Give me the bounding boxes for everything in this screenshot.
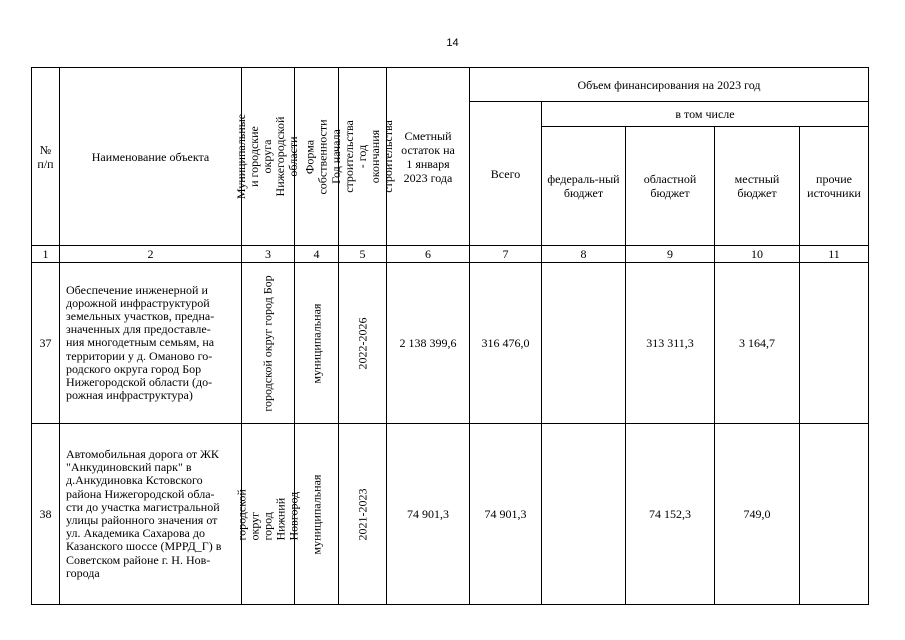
header-financing-title: Объем финансирования на 2023 год [577,77,761,92]
column-number-8: 8 [580,247,587,261]
financing-total: 316 476,0 [481,336,530,350]
district: городской округ город Бор [260,274,275,412]
header-local: местный бюджет [734,172,780,200]
column-number-11: 11 [828,247,840,261]
column-number-2: 2 [147,247,154,261]
header-total: Всего [490,166,521,181]
column-number-9: 9 [667,247,673,261]
local-budget: 749,0 [743,507,771,521]
page-number: 14 [446,37,459,49]
header-regional: областной бюджет [643,172,697,200]
construction-years: 2022-2026 [355,317,369,369]
estimated-remainder: 74 901,3 [407,507,449,521]
other-sources [800,263,868,423]
header-ownership: Форма собственности [302,118,330,195]
header-federal: федераль-ный бюджет [547,172,620,200]
column-number-3: 3 [265,247,271,261]
column-number-7: 7 [502,247,509,261]
other-sources [800,424,868,604]
column-number-6: 6 [425,247,431,261]
table-border-bottom [31,604,869,605]
header-years: Год начала строительства - год окончания строительства [329,120,396,193]
financing-table [31,67,869,605]
header-remainder: Сметный остаток на 1 января 2023 года [401,128,455,185]
column-number-5: 5 [359,247,366,261]
column-number-4: 4 [313,247,320,261]
header-other: прочие источники [807,172,861,200]
regional-budget: 74 152,3 [649,507,691,521]
object-name: Автомобильная дорога от ЖК "Анкудиновский парк" в д.Анкудиновка Кстовского района Нижегородской обла- сти до участка магистральной улицы районного значения от ул. Академика Сахарова до Казанского шоссе (МРРД_Г) в Советском районе г. Н. Нов- города [66,446,222,580]
district: городской округ город Нижний Новгород [234,488,301,540]
local-budget: 3 164,7 [739,336,775,350]
header-including: в том числе [675,107,735,121]
row-number: 38 [39,507,52,521]
financing-total: 74 901,3 [484,507,527,521]
column-number-10: 10 [751,247,763,261]
construction-years: 2021-2023 [355,488,369,540]
estimated-remainder: 2 138 399,6 [399,336,457,350]
column-number-1: 1 [42,247,49,261]
regional-budget: 313 311,3 [646,336,694,350]
object-name: Обеспечение инженерной и дорожной инфраструктурой земельных участков, предна- значенных для предоставле- ния многодетным семьям, на территории у д. Омановo го- родского округа город Бор Нижегородской области (до- рожная инфраструктура) [66,282,215,403]
row-number: 37 [39,336,52,350]
header-district: Муниципальные и городские округа Нижегородской области [234,113,301,200]
ownership: муниципальная [309,303,323,383]
table-border-right [868,67,869,605]
header-object-name: Наименование объекта [91,149,210,164]
federal-budget [542,424,625,604]
federal-budget [542,263,625,423]
ownership: муниципальная [309,474,323,554]
header-number: № п/п [37,142,54,171]
